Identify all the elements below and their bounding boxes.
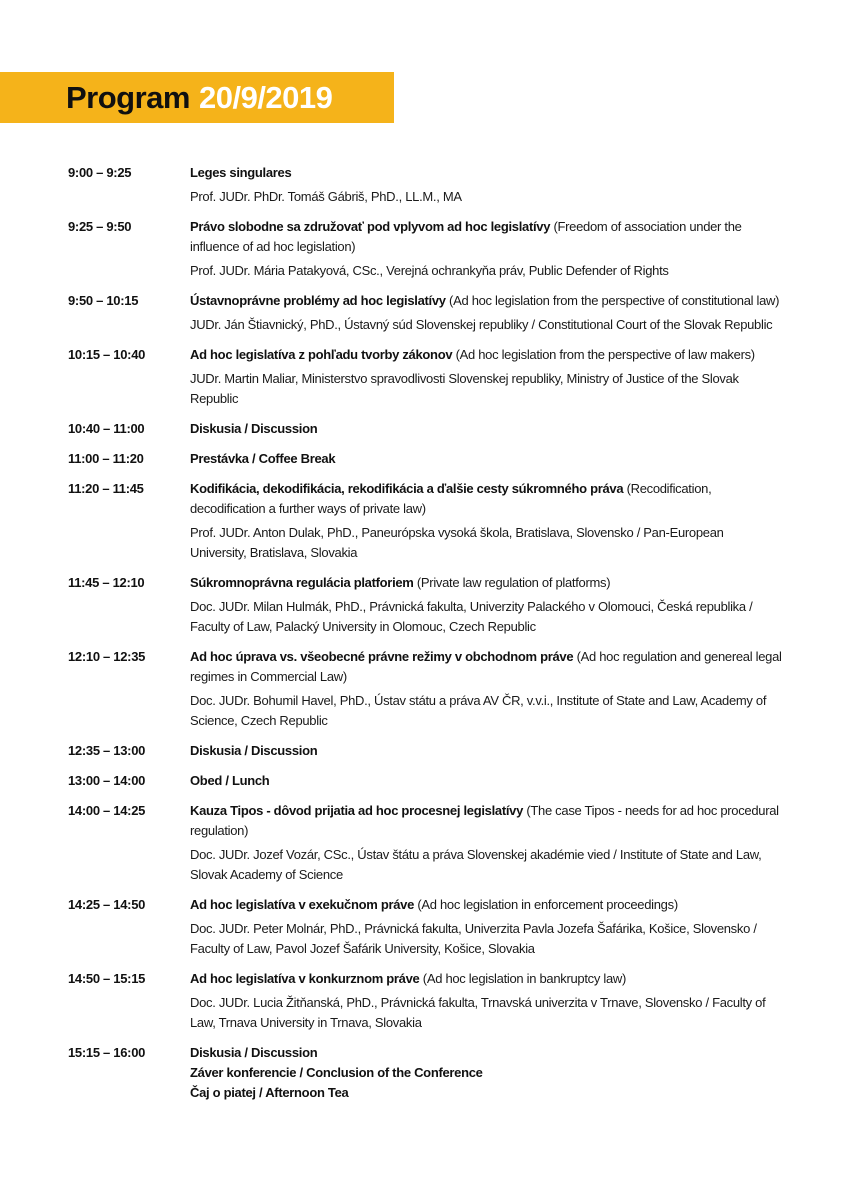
entry-time: 9:50 – 10:15: [68, 293, 139, 308]
entry-speaker: Doc. JUDr. Jozef Vozár, CSc., Ústav štátu a práva Slovenskej akadémie vied / Institute of State and Law, Slovak Academy of Science: [190, 847, 762, 882]
entry-speaker: Prof. JUDr. Mária Patakyová, CSc., Verejná ochrankyňa práv, Public Defender of Rights: [190, 263, 669, 278]
entry-title: Prestávka / Coffee Break: [190, 451, 336, 466]
entry-time: 11:45 – 12:10: [68, 575, 145, 590]
entry-details: [190, 1043, 782, 1103]
entry-title: Ad hoc úprava vs. všeobecné právne režimy v obchodnom práve (Ad hoc regulation and genereal legal regimes in Commercial Law): [190, 649, 782, 684]
schedule-entry: [68, 345, 782, 409]
entry-title: Kauza Tipos - dôvod prijatia ad hoc procesnej legislatívy (The case Tipos - needs for ad hoc procedural regulation): [190, 803, 779, 838]
schedule-entry: [68, 291, 782, 335]
entry-details: [190, 647, 782, 731]
schedule-list: [68, 163, 782, 1113]
entry-title: Kodifikácia, dekodifikácia, rekodifikácia a ďalšie cesty súkromného práva (Recodification, decodification a further ways of private law): [190, 481, 712, 516]
entry-title: Obed / Lunch: [190, 773, 270, 788]
entry-time: 9:00 – 9:25: [68, 165, 132, 180]
entry-speaker: JUDr. Martin Maliar, Ministerstvo spravodlivosti Slovenskej republiky, Ministry of Justice of the Slovak Republic: [190, 371, 739, 406]
banner-date: 20/9/2019: [198, 79, 333, 115]
schedule-entry: [68, 801, 782, 885]
entry-time: 12:10 – 12:35: [68, 649, 146, 664]
entry-speaker: Doc. JUDr. Peter Molnár, PhD., Právnická fakulta, Univerzita Pavla Jozefa Šafárika, Košice, Slovensko / Faculty of Law, Pavol Jozef Šafárik University, Košice, Slovakia: [190, 921, 757, 956]
schedule-entry: [68, 895, 782, 959]
entry-details: [190, 801, 782, 885]
entry-details: [190, 573, 782, 637]
entry-time: 10:15 – 10:40: [68, 347, 146, 362]
entry-time: 14:00 – 14:25: [68, 803, 146, 818]
entry-time: 10:40 – 11:00: [68, 421, 145, 436]
schedule-entry: [68, 449, 782, 469]
entry-details: [190, 479, 782, 563]
schedule-entry: [68, 573, 782, 637]
banner-title: Program: [66, 79, 190, 115]
entry-details: [190, 895, 782, 959]
entry-details: [190, 771, 782, 791]
schedule-entry: [68, 217, 782, 281]
entry-details: [190, 969, 782, 1033]
schedule-entry: [68, 479, 782, 563]
entry-speaker: Doc. JUDr. Milan Hulmák, PhD., Právnická fakulta, Univerzity Palackého v Olomouci, Česká republika / Faculty of Law, Palacký University in Olomouc, Czech Republic: [190, 599, 753, 634]
entry-title: Leges singulares: [190, 165, 292, 180]
schedule-entry: [68, 741, 782, 761]
entry-speaker: Doc. JUDr. Lucia Žitňanská, PhD., Právnická fakulta, Trnavská univerzita v Trnave, Slovensko / Faculty of Law, Trnava University in Trnava, Slovakia: [190, 995, 766, 1030]
entry-details: [190, 345, 782, 409]
entry-title: Ad hoc legislatíva v exekučnom práve (Ad hoc legislation in enforcement proceedings): [190, 897, 678, 912]
entry-time: 11:20 – 11:45: [68, 481, 144, 496]
schedule-entry: [68, 1043, 782, 1103]
entry-title: Čaj o piatej / Afternoon Tea: [190, 1085, 349, 1100]
entry-title: Ústavnoprávne problémy ad hoc legislatívy (Ad hoc legislation from the perspective of constitutional law): [190, 293, 780, 308]
entry-speaker: Doc. JUDr. Bohumil Havel, PhD., Ústav státu a práva AV ČR, v.v.i., Institute of State and Law, Academy of Science, Czech Republic: [190, 693, 767, 728]
entry-title: Diskusia / Discussion: [190, 743, 318, 758]
entry-speaker: Prof. JUDr. PhDr. Tomáš Gábriš, PhD., LL.M., MA: [190, 189, 462, 204]
entry-speaker: JUDr. Ján Štiavnický, PhD., Ústavný súd Slovenskej republiky / Constitutional Court of the Slovak Republic: [190, 317, 773, 332]
entry-speaker: Prof. JUDr. Anton Dulak, PhD., Paneurópska vysoká škola, Bratislava, Slovensko / Pan-European University, Bratislava, Slovakia: [190, 525, 724, 560]
entry-time: 15:15 – 16:00: [68, 1045, 146, 1060]
entry-title: Diskusia / Discussion: [190, 421, 318, 436]
entry-details: [190, 419, 782, 439]
schedule-entry: [68, 419, 782, 439]
schedule-entry: [68, 647, 782, 731]
entry-title: Súkromnoprávna regulácia platforiem (Private law regulation of platforms): [190, 575, 611, 590]
schedule-entry: [68, 771, 782, 791]
entry-title: Ad hoc legislatíva z pohľadu tvorby zákonov (Ad hoc legislation from the perspective of law makers): [190, 347, 755, 362]
entry-title: Záver konferencie / Conclusion of the Conference: [190, 1065, 483, 1080]
entry-time: 14:25 – 14:50: [68, 897, 146, 912]
entry-details: [190, 163, 782, 207]
entry-time: 9:25 – 9:50: [68, 219, 132, 234]
entry-details: [190, 291, 782, 335]
entry-details: [190, 217, 782, 281]
entry-title: Ad hoc legislatíva v konkurznom práve (Ad hoc legislation in bankruptcy law): [190, 971, 627, 986]
entry-title: Právo slobodne sa združovať pod vplyvom ad hoc legislatívy (Freedom of association under the influence of ad hoc legislation): [190, 219, 742, 254]
entry-details: [190, 449, 782, 469]
entry-time: 13:00 – 14:00: [68, 773, 146, 788]
entry-details: [190, 741, 782, 761]
schedule-entry: [68, 969, 782, 1033]
entry-time: 12:35 – 13:00: [68, 743, 146, 758]
program-banner: [0, 72, 394, 123]
entry-time: 11:00 – 11:20: [68, 451, 144, 466]
entry-time: 14:50 – 15:15: [68, 971, 146, 986]
entry-title: Diskusia / Discussion: [190, 1045, 318, 1060]
schedule-entry: [68, 163, 782, 207]
